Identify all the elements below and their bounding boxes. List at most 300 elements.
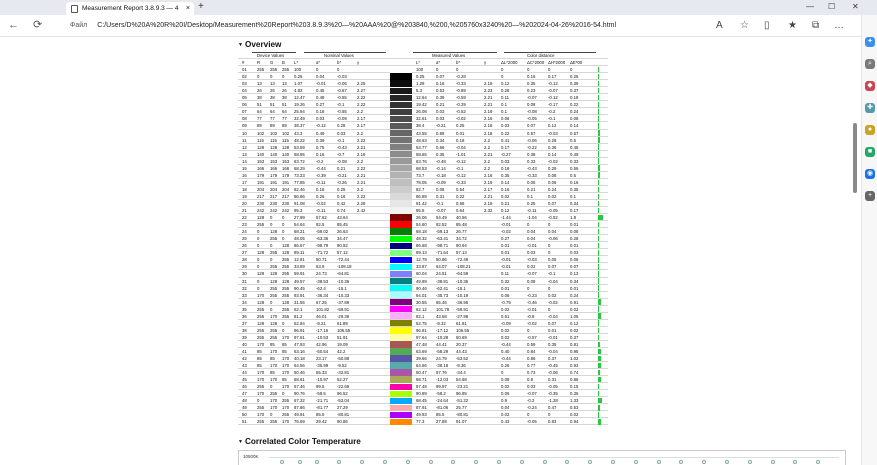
table-cell: 42 — [242, 356, 247, 362]
table-cell: 115 — [282, 137, 289, 143]
table-cell: 0.28 — [570, 236, 579, 242]
more-icon[interactable]: … — [834, 20, 844, 31]
table-cell: 0.39 — [436, 95, 445, 101]
table-cell: 35 — [242, 306, 247, 312]
table-cell: -12.03 — [436, 377, 449, 383]
office-icon[interactable]: ■ — [865, 147, 875, 157]
table-cell: -0.06 — [337, 81, 347, 87]
table-cell: 96.52 — [337, 391, 348, 397]
scrollbar[interactable] — [851, 40, 859, 460]
cct-point — [725, 460, 729, 464]
table-cell: 0.07 — [570, 264, 579, 270]
table-cell: 48.63 — [416, 137, 427, 143]
table-cell: 0 — [257, 278, 260, 284]
table-row — [238, 418, 608, 425]
delta-e-bar — [598, 81, 599, 87]
table-cell: 0 — [282, 320, 285, 326]
table-cell: 0 — [527, 67, 530, 73]
table-cell: 40.18 — [294, 356, 305, 362]
table-cell: 255 — [282, 67, 290, 73]
table-cell: 0.81 — [570, 341, 579, 347]
table-cell: 20 — [242, 200, 247, 206]
group-measured-line — [413, 52, 497, 53]
table-cell: 85 — [282, 377, 287, 383]
table-cell: -1.01 — [456, 151, 466, 157]
table-cell: 12 — [242, 144, 247, 150]
table-cell: 4.82 — [294, 88, 303, 94]
table-cell: 179 — [257, 172, 265, 178]
group-distance: Color distance — [527, 53, 555, 58]
table-cell: 27.29 — [337, 405, 348, 411]
table-cell: 0.07 — [436, 74, 445, 80]
table-cell: 0.02 — [501, 193, 510, 199]
table-cell: 0.29 — [548, 165, 557, 171]
table-cell: 62.12 — [416, 306, 427, 312]
table-cell: 179 — [282, 172, 290, 178]
delta-e-bar — [598, 236, 599, 242]
color-swatch — [390, 405, 412, 411]
table-cell: 0.04 — [527, 236, 536, 242]
table-cell: 23 — [242, 222, 247, 228]
table-cell: 30.55 — [416, 299, 427, 305]
table-cell: 51 — [242, 419, 247, 425]
table-cell: 68.71 — [416, 377, 427, 383]
scrollbar-thumb[interactable] — [853, 123, 857, 193]
table-cell: -0.8 — [527, 313, 535, 319]
table-cell: -50.88 — [337, 356, 350, 362]
table-cell: 51.91 — [337, 334, 348, 340]
table-cell: 0.24 — [570, 109, 579, 115]
table-cell: 0.41 — [501, 137, 510, 143]
table-cell: 0.94 — [570, 419, 579, 425]
table-cell: 47 — [242, 391, 247, 397]
table-cell: 05 — [242, 95, 247, 101]
table-cell: -0.01 — [501, 264, 511, 270]
table-cell: 0.03 — [527, 384, 536, 390]
table-cell: -15.1 — [456, 285, 466, 291]
table-cell: -58.29 — [436, 348, 449, 354]
table-cell: 64 — [282, 109, 287, 115]
table-cell: -32.81 — [337, 370, 350, 376]
table-cell: 0.25 — [337, 186, 346, 192]
color-swatch — [390, 123, 412, 129]
table-cell: 82.46 — [294, 186, 305, 192]
color-swatch — [390, 80, 412, 86]
overview-section-title[interactable]: ▼ Overview — [238, 40, 282, 49]
table-cell: 0 — [316, 67, 319, 73]
table-cell: -0.01 — [527, 243, 537, 249]
table-cell: 255 — [282, 306, 290, 312]
cct-point — [748, 460, 752, 464]
table-cell: -98.79 — [316, 243, 329, 249]
table-row — [238, 348, 608, 355]
table-cell: 0.34 — [570, 200, 579, 206]
table-cell: 0.25 — [527, 200, 536, 206]
table-cell: 115 — [257, 137, 264, 143]
table-cell: 2.16 — [484, 123, 493, 129]
table-cell: 0.17 — [570, 208, 579, 214]
table-row — [238, 144, 608, 151]
table-cell: 61.81 — [456, 320, 467, 326]
table-cell: 90.76 — [294, 391, 305, 397]
table-cell: 08 — [242, 116, 247, 122]
color-swatch — [390, 137, 412, 143]
table-cell: 0.93 — [570, 363, 579, 369]
delta-e-bar — [598, 377, 601, 383]
table-cell: 28 — [242, 257, 247, 263]
table-cell: 49.57 — [294, 278, 305, 284]
table-cell: 0.25 — [570, 74, 579, 80]
table-cell: 0 — [257, 229, 260, 235]
table-cell: 0.17 — [501, 144, 510, 150]
table-row — [238, 263, 608, 270]
table-cell: 0.01 — [548, 327, 557, 333]
table-cell: 85.45 — [337, 222, 348, 228]
table-cell: -0.11 — [316, 179, 326, 185]
table-row — [238, 383, 608, 390]
table-cell: 30 — [242, 271, 247, 277]
favorite-icon[interactable]: ☆ — [740, 20, 749, 31]
table-cell: 39 — [242, 334, 247, 340]
table-body — [238, 66, 608, 425]
table-cell: 170 — [257, 292, 265, 298]
table-cell: 0.39 — [570, 81, 579, 87]
table-cell: 0.64 — [456, 208, 465, 214]
shopping-icon[interactable]: ◆ — [865, 81, 875, 91]
table-cell: -15.1 — [337, 285, 347, 291]
table-cell: 0 — [282, 327, 285, 333]
table-cell: 0.59 — [527, 341, 536, 347]
table-row — [238, 101, 608, 108]
cct-point — [611, 460, 615, 464]
table-cell: 0.32 — [501, 278, 510, 284]
table-cell: -0.1 — [337, 137, 345, 143]
table-cell: 47.93 — [294, 341, 305, 347]
search-icon[interactable]: ⌕ — [865, 59, 875, 69]
delta-e-bar — [598, 257, 599, 263]
table-cell: 101.78 — [436, 306, 450, 312]
table-cell: 170 — [282, 370, 290, 376]
delta-e-bar — [598, 292, 599, 298]
table-cell: 12.64 — [416, 95, 427, 101]
table-cell: 0.22 — [456, 193, 465, 199]
table-cell: 1.29 — [416, 81, 425, 87]
table-row — [238, 249, 608, 256]
table-cell: -64.81 — [337, 271, 350, 277]
delta-e-bar — [598, 194, 599, 200]
table-cell: -0.02 — [527, 320, 537, 326]
table-cell: 2.22 — [357, 137, 366, 143]
table-cell: 2.21 — [357, 172, 366, 178]
table-cell: 255 — [282, 257, 290, 263]
table-cell: -59.02 — [316, 229, 329, 235]
table-cell: 24.73 — [316, 271, 327, 277]
table-cell: 128 — [270, 144, 278, 150]
table-cell: -0.11 — [527, 208, 537, 214]
table-cell: 0.37 — [570, 88, 579, 94]
table-cell: 0.02 — [570, 327, 579, 333]
new-tab-button[interactable]: + — [198, 1, 204, 12]
color-swatch — [390, 334, 412, 340]
table-cell: 0.05 — [527, 179, 536, 185]
table-cell: 73.7 — [416, 172, 425, 178]
column-header-row — [238, 59, 608, 66]
color-swatch — [390, 228, 412, 234]
table-cell: 37 — [242, 320, 247, 326]
table-cell: 0.49 — [316, 130, 325, 136]
table-cell: 0.01 — [501, 285, 510, 291]
table-cell: 54.68 — [456, 377, 467, 383]
table-cell: 0.86 — [570, 377, 579, 383]
table-cell: 63.76 — [416, 158, 427, 164]
delta-e-bar — [598, 349, 601, 355]
cct-chart — [238, 450, 846, 465]
table-cell: 2.2 — [484, 165, 490, 171]
table-cell: 50 — [242, 412, 247, 418]
url-field[interactable] — [70, 18, 845, 34]
read-aloud-icon[interactable]: A — [716, 20, 723, 31]
table-cell: -0.17 — [548, 102, 558, 108]
table-cell: 217 — [282, 193, 290, 199]
table-cell: -0.07 — [436, 208, 446, 214]
table-cell: 82.7 — [416, 186, 425, 192]
table-cell: -0.52 — [548, 215, 558, 221]
color-swatch — [390, 186, 412, 192]
table-cell: 128 — [270, 320, 278, 326]
color-swatch — [390, 200, 412, 206]
table-cell: 0 — [570, 67, 573, 73]
table-cell: -0.09 — [337, 116, 347, 122]
cct-point — [793, 460, 797, 464]
cct-point — [679, 460, 683, 464]
table-cell: 0 — [501, 370, 504, 376]
table-cell: -0.12 — [548, 95, 558, 101]
table-cell: 95.3 — [294, 208, 303, 214]
tab-report[interactable] — [66, 2, 194, 15]
table-cell: -0.89 — [456, 88, 466, 94]
table-cell: -36.34 — [316, 292, 329, 298]
table-cell: 170 — [282, 419, 290, 425]
table-cell: 0.89 — [436, 130, 445, 136]
table-cell: -10.36 — [337, 278, 350, 284]
table-cell: 2.18 — [484, 130, 493, 136]
table-cell: 49.91 — [294, 412, 305, 418]
cct-section-title[interactable]: ▼ Correlated Color Temperature — [238, 437, 361, 446]
table-cell: 140 — [282, 151, 290, 157]
table-cell: -38.18 — [436, 363, 449, 369]
table-row — [238, 242, 608, 249]
table-cell: 0.74 — [337, 208, 346, 214]
table-cell: 0.25 — [294, 74, 303, 80]
cct-point — [337, 460, 341, 464]
delta-e-bar — [598, 208, 599, 214]
table-cell: 52.75 — [416, 320, 427, 326]
table-cell: 20.37 — [456, 341, 467, 347]
color-swatch — [390, 257, 412, 263]
color-swatch — [390, 109, 412, 115]
collections-icon[interactable]: ⧉ — [812, 20, 820, 31]
table-cell: 100 — [294, 67, 302, 73]
table-cell: -0.67 — [337, 88, 347, 94]
tools-icon[interactable]: ✚ — [865, 103, 875, 113]
maximize-button[interactable]: ☐ — [828, 2, 836, 11]
table-cell: 0.03 — [527, 250, 536, 256]
favorites-icon[interactable]: ★ — [788, 20, 797, 31]
table-cell: -0.1 — [548, 271, 556, 277]
table-cell: 89.13 — [416, 250, 427, 256]
delta-e-bar — [598, 158, 599, 164]
table-cell: 100 — [416, 67, 424, 73]
table-cell: 2.17 — [484, 186, 493, 192]
table-cell: -0.12 — [456, 172, 466, 178]
delta-e-bar — [598, 342, 600, 348]
table-cell: 2.2 — [357, 158, 363, 164]
table-cell: 0 — [257, 398, 260, 404]
edge-sidebar — [861, 15, 877, 465]
color-swatch — [390, 320, 412, 326]
table-cell: 170 — [257, 341, 265, 347]
table-cell: -0.02 — [548, 158, 558, 164]
outlook-icon[interactable]: ◉ — [866, 170, 874, 177]
table-row — [238, 278, 608, 285]
table-cell: 27.88 — [436, 419, 447, 425]
delta-e-bar — [598, 95, 599, 101]
add-icon[interactable]: + — [865, 191, 875, 201]
table-cell: 2.21 — [484, 193, 493, 199]
table-cell: 45 — [242, 377, 247, 383]
table-cell: 0.09 — [527, 278, 536, 284]
table-cell: 0.26 — [501, 363, 510, 369]
color-swatch — [390, 193, 412, 199]
table-cell: 40 — [242, 341, 247, 347]
table-cell: 68.18 — [416, 229, 427, 235]
table-cell: -0.7 — [337, 151, 345, 157]
table-cell: -0.44 — [316, 165, 326, 171]
color-swatch — [390, 158, 412, 164]
table-cell: -53.04 — [337, 398, 350, 404]
column-header: a* — [316, 60, 321, 66]
back-icon[interactable]: ← — [8, 19, 19, 31]
table-cell: 0.21 — [501, 200, 510, 206]
table-cell: 0.48 — [316, 95, 325, 101]
table-cell: -0.35 — [548, 391, 558, 397]
table-cell: -10.53 — [316, 334, 329, 340]
table-cell: -0.59 — [456, 95, 466, 101]
table-cell: 95.5 — [416, 208, 425, 214]
table-cell: 255 — [270, 67, 278, 73]
table-cell: 13 — [242, 151, 247, 157]
table-cell: 0.86 — [527, 356, 536, 362]
table-cell: 255 — [282, 313, 290, 319]
table-cell: 24 — [242, 229, 247, 235]
table-cell: 12.79 — [416, 257, 427, 263]
tab-close-icon[interactable]: × — [185, 5, 190, 12]
table-cell: 0.02 — [548, 292, 557, 298]
table-cell: -0.2 — [527, 398, 535, 404]
table-cell: 0 — [501, 67, 504, 73]
delta-e-bar — [598, 74, 599, 80]
table-cell: 15 — [242, 165, 247, 171]
refresh-icon[interactable]: ⟳ — [33, 19, 43, 31]
table-cell: 0.33 — [527, 158, 536, 164]
cct-point — [360, 460, 364, 464]
table-cell: 25.77 — [456, 405, 467, 411]
table-cell: 50.86 — [436, 257, 447, 263]
table-row — [238, 285, 608, 292]
delta-e-bar — [598, 201, 599, 207]
color-swatch — [390, 179, 412, 185]
color-swatch — [390, 172, 412, 178]
table-cell: 29 — [242, 264, 247, 270]
table-cell: 2.42 — [357, 208, 366, 214]
table-cell: 255 — [282, 264, 290, 270]
cct-axis-label: 10500K — [243, 454, 259, 459]
table-cell: 0.61 — [501, 313, 510, 319]
minimize-button[interactable]: — — [806, 2, 814, 11]
table-cell: 255 — [270, 264, 278, 270]
games-icon[interactable]: ● — [865, 125, 875, 135]
table-cell: 96.91 — [294, 327, 305, 333]
table-cell: 73.23 — [294, 172, 305, 178]
table-cell: 65.46 — [436, 299, 447, 305]
table-row — [238, 327, 608, 334]
table-cell: 0.08 — [548, 172, 557, 178]
table-cell: 170 — [270, 313, 278, 319]
table-cell: -1.28 — [548, 398, 558, 404]
table-cell: -0.79 — [501, 299, 511, 305]
table-cell: 0.12 — [548, 123, 557, 129]
table-cell: -63.41 — [436, 236, 449, 242]
table-cell: 77.3 — [416, 419, 425, 425]
delta-e-bar — [598, 278, 599, 284]
table-cell: 25 — [242, 236, 247, 242]
table-cell: 26 — [242, 243, 247, 249]
table-cell: -0.33 — [527, 172, 537, 178]
table-cell: 57.62 — [316, 215, 327, 221]
table-cell: 0.06 — [501, 292, 510, 298]
table-cell: 0 — [270, 74, 273, 80]
table-cell: 0.1 — [501, 102, 507, 108]
table-cell: 48.32 — [416, 236, 427, 242]
table-cell: 0.13 — [570, 271, 579, 277]
table-cell: 0.07 — [527, 123, 536, 129]
copilot-icon[interactable]: ✦ — [865, 37, 875, 47]
table-cell: 0.49 — [570, 151, 579, 157]
table-cell: 2.2 — [357, 186, 363, 192]
split-screen-icon[interactable]: ▯ — [764, 20, 770, 31]
table-cell: 57.46 — [294, 384, 305, 390]
close-window-button[interactable]: ✕ — [852, 2, 859, 11]
color-swatch — [390, 221, 412, 227]
table-cell: -0.05 — [548, 208, 558, 214]
table-cell: 52.84 — [294, 320, 305, 326]
table-cell: 0 — [282, 229, 285, 235]
table-cell: 0.21 — [527, 186, 536, 192]
table-row — [238, 165, 608, 172]
table-cell: 242 — [270, 208, 278, 214]
table-cell: 0.53 — [436, 88, 445, 94]
table-cell: -10.97 — [316, 377, 329, 383]
table-cell: 0 — [257, 257, 260, 263]
table-cell: 230 — [270, 200, 278, 206]
table-cell: -0.26 — [337, 179, 347, 185]
table-cell: -37.89 — [337, 299, 350, 305]
column-header: G — [270, 60, 274, 66]
table-cell: 26.77 — [456, 229, 467, 235]
table-row — [238, 313, 608, 320]
group-nominal: Nominal Values — [324, 53, 354, 58]
table-cell: -0.02 — [501, 229, 511, 235]
